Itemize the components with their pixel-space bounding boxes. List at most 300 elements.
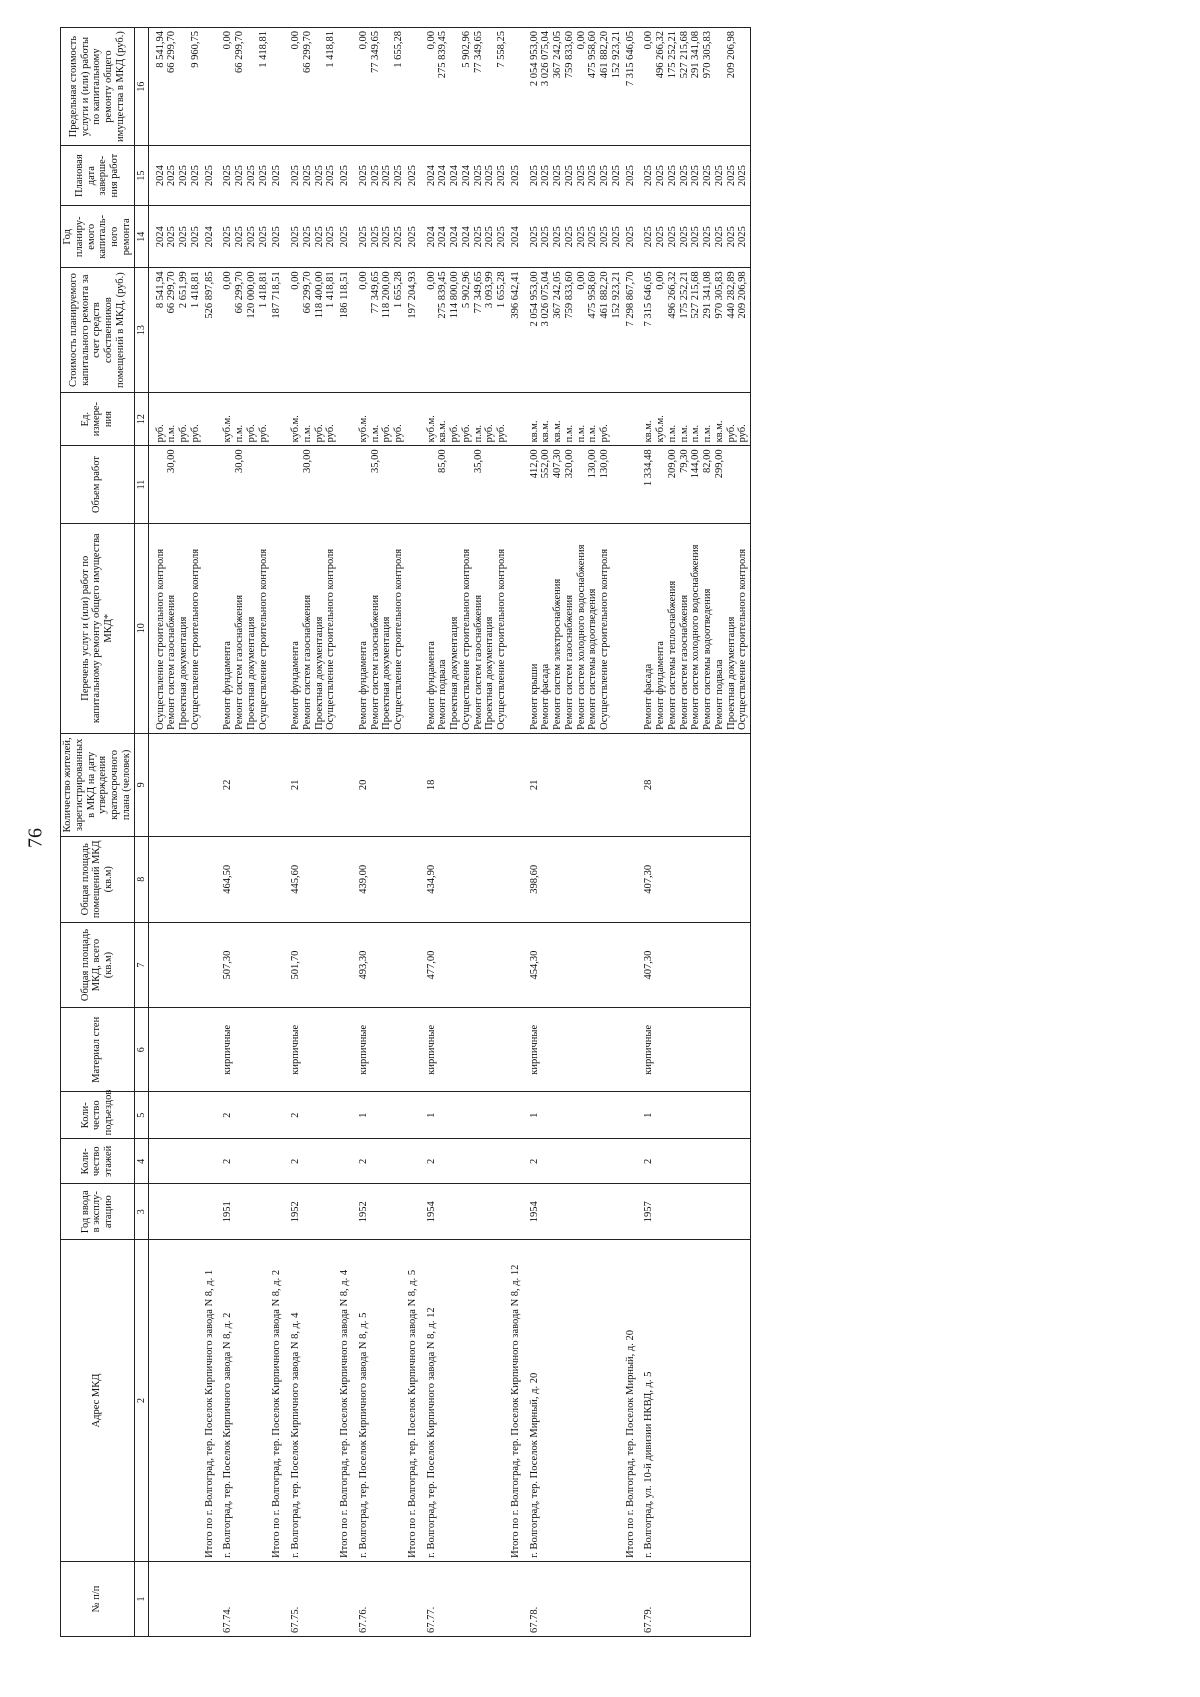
work-item-line: Осуществление строительного контроля (154, 548, 166, 730)
work-unit-line: руб. (154, 424, 166, 443)
work-end-year-line: 2025 (666, 165, 678, 187)
work-end-year (523, 146, 624, 206)
premises-area: 407,30 (637, 836, 750, 922)
work-volume-line: 85,00 (437, 449, 449, 474)
work-volume-line (576, 449, 588, 519)
work-plan-year-line: 2025 (587, 226, 599, 248)
work-cost-line: 1 655,28 (393, 271, 405, 309)
total-empty (203, 922, 217, 1008)
total-empty (624, 922, 638, 1008)
work-end-year-line: 2025 (393, 165, 405, 187)
total-row (203, 28, 217, 1637)
page-number: 76 (24, 828, 47, 848)
work-cost (284, 268, 338, 392)
work-plan-year-line: 2025 (496, 226, 508, 248)
work-volume-line: 130,00 (599, 449, 611, 479)
work-end-year-line: 2025 (599, 165, 611, 187)
total-empty (338, 733, 352, 836)
column-header-3: Год ввода в эксплу-атацию (61, 1184, 135, 1240)
commission-year: 1952 (352, 1184, 406, 1240)
table-body (148, 28, 751, 1637)
work-cost-line: 8 541,94 (154, 271, 166, 309)
work-limit-line: 759 833,60 (563, 31, 575, 79)
work-item-line: Проектная документация (484, 616, 496, 730)
work-plan-year-line: 2025 (678, 226, 690, 248)
work-item-line: Ремонт фундамента (290, 641, 302, 730)
entrances-count: 1 (523, 1092, 624, 1139)
work-unit-line: куб.м. (655, 415, 667, 443)
work-limit-line: 209 206,98 (725, 31, 737, 79)
work-volume-line: 320,00 (563, 449, 575, 479)
work-item-line: Проектная документация (725, 616, 737, 730)
column-number: 1 (134, 1561, 148, 1636)
work-end-year-line: 2025 (690, 165, 702, 187)
work-unit-line: руб. (189, 424, 201, 443)
total-empty (624, 1008, 638, 1092)
commission-year: 1951 (216, 1184, 270, 1240)
total-empty (270, 922, 284, 1008)
total-no (624, 1561, 638, 1636)
work-cost-line: 2 651,99 (178, 271, 190, 309)
work-unit (216, 392, 270, 446)
work-unit-line: куб.м. (222, 415, 234, 443)
work-volume-line: 299,00 (713, 449, 725, 479)
work-volume-line: 30,00 (301, 449, 313, 474)
work-limit-line: 152 923,21 (610, 31, 622, 79)
work-end-year (216, 146, 270, 206)
total-no (338, 1561, 352, 1636)
work-end-year-line: 2025 (313, 165, 325, 187)
column-header-15: Плановая дата заверше-ния работ (61, 146, 135, 206)
work-item-line: Ремонт системы водоотведения (702, 588, 714, 730)
total-cost: 7 298 867,70 (624, 268, 638, 392)
work-plan-year (420, 206, 509, 268)
work-limit-line: 1 655,28 (393, 31, 405, 68)
column-number: 12 (134, 392, 148, 446)
total-no (203, 1561, 217, 1636)
total-empty (270, 446, 284, 523)
total-plan-year: 2025 (270, 206, 284, 268)
total-label: Итого по г. Волгоград, тер. Поселок Кирпичного завода N 8, д. 5 (406, 1240, 420, 1562)
work-plan-year-line: 2025 (643, 226, 655, 248)
residents-count: 20 (352, 733, 406, 836)
total-empty (509, 1008, 523, 1092)
floors-count (148, 1139, 203, 1184)
work-item-line: Проектная документация (313, 616, 325, 730)
work-volume-line (461, 449, 473, 519)
work-unit-line: кв.м. (528, 420, 540, 443)
work-volume-line: 1 334,48 (643, 449, 655, 487)
work-limit-line: 496 266,32 (655, 31, 667, 79)
total-empty (406, 523, 420, 733)
total-empty (270, 1008, 284, 1092)
work-volume-line (258, 449, 270, 519)
total-no (270, 1561, 284, 1636)
entrances-count: 1 (420, 1092, 509, 1139)
work-limit (284, 28, 338, 146)
total-cost: 197 204,93 (406, 268, 420, 392)
work-item-line: Ремонт фасада (540, 663, 552, 730)
column-header-12: Ед. измере-ния (61, 392, 135, 446)
total-end-year: 2025 (338, 146, 352, 206)
total-limit: 7 315 646,05 (624, 28, 638, 146)
work-unit-line: п.м. (234, 424, 246, 443)
floors-count: 2 (352, 1139, 406, 1184)
work-end-year-line: 2025 (713, 165, 725, 187)
work-limit-line (714, 31, 726, 142)
work-volume-line (737, 449, 749, 519)
work-limit-line: 0,00 (425, 31, 437, 50)
work-cost-line: 1 418,81 (325, 271, 337, 309)
total-empty (509, 1092, 523, 1139)
work-plan-year-line: 2025 (575, 226, 587, 248)
floors-count: 2 (523, 1139, 624, 1184)
column-header-4: Коли-чество этажей (61, 1139, 135, 1184)
total-limit (338, 28, 352, 146)
work-plan-year-line: 2025 (713, 226, 725, 248)
work-cost (216, 268, 270, 392)
work-volume-line (484, 449, 496, 519)
work-cost-line: 5 902,96 (460, 271, 472, 309)
work-plan-year-line: 2025 (393, 226, 405, 248)
work-plan-year-line: 2025 (702, 226, 714, 248)
residents-count (148, 733, 203, 836)
work-end-year (637, 146, 750, 206)
wall-material: кирпичные (284, 1008, 338, 1092)
floors-count: 2 (637, 1139, 750, 1184)
work-volume-line (393, 449, 405, 519)
total-empty (338, 836, 352, 922)
work-cost-line: 496 266,32 (666, 271, 678, 319)
work-limit-line: 1 418,81 (325, 31, 337, 68)
wall-material: кирпичные (523, 1008, 624, 1092)
column-number: 4 (134, 1139, 148, 1184)
work-cost-line: 475 958,60 (587, 271, 599, 319)
work-item (637, 523, 750, 733)
work-unit-line: руб. (460, 424, 472, 443)
work-item (352, 523, 406, 733)
work-volume-line: 412,00 (528, 449, 540, 479)
work-item-line: Ремонт систем газоснабжения (678, 594, 690, 730)
work-limit-line: 7 558,25 (496, 31, 508, 68)
work-plan-year-line: 2025 (472, 226, 484, 248)
work-end-year-line: 2025 (234, 165, 246, 187)
work-item-line: Ремонт фасада (643, 663, 655, 730)
work-item-line: Проектная документация (381, 616, 393, 730)
work-plan-year-line: 2025 (257, 226, 269, 248)
work-item-line: Ремонт системы теплоснабжения (666, 580, 678, 730)
total-row (270, 28, 284, 1637)
commission-year: 1957 (637, 1184, 750, 1240)
work-item-line: Осуществление строительного контроля (257, 548, 269, 730)
work-unit-line: п.м. (369, 424, 381, 443)
landscape-sheet (60, 27, 1140, 1637)
work-plan-year-line: 2025 (690, 226, 702, 248)
total-end-year: 2025 (509, 146, 523, 206)
work-item-line: Осуществление строительного контроля (393, 548, 405, 730)
total-empty (338, 1184, 352, 1240)
work-end-year-line: 2025 (381, 165, 393, 187)
work-plan-year-line: 2025 (552, 226, 564, 248)
total-empty (624, 1184, 638, 1240)
total-empty (203, 1092, 217, 1139)
work-plan-year (637, 206, 750, 268)
building-row (284, 28, 338, 1637)
work-limit (148, 28, 203, 146)
building-row (420, 28, 509, 1637)
work-plan-year-line: 2025 (610, 226, 622, 248)
floors-count: 2 (216, 1139, 270, 1184)
building-address: г. Волгоград, тер. Поселок Кирпичного завода N 8, д. 2 (216, 1240, 270, 1562)
work-item-line: Ремонт фундамента (357, 641, 369, 730)
work-volume-line (246, 449, 258, 519)
total-limit (203, 28, 217, 146)
work-end-year-line: 2024 (425, 165, 437, 187)
row-number: 67.76. (352, 1561, 406, 1636)
entrances-count: 2 (284, 1092, 338, 1139)
work-end-year-line: 2024 (154, 165, 166, 187)
total-empty (509, 922, 523, 1008)
work-end-year-line: 2025 (552, 165, 564, 187)
column-header-16: Предельная стоимость услуги и (или) работы по капитальному ремонту общего имущества в МКД (руб.) (61, 28, 135, 146)
work-cost-line: 275 839,45 (437, 271, 449, 319)
row-number: 67.74. (216, 1561, 270, 1636)
work-end-year (352, 146, 406, 206)
total-end-year: 2025 (270, 146, 284, 206)
work-item-line: Ремонт систем газоснабжения (369, 594, 381, 730)
work-limit-line (484, 31, 496, 142)
work-cost-line: 0,00 (290, 271, 302, 290)
work-unit-line: руб. (484, 424, 496, 443)
total-row (624, 28, 638, 1637)
work-unit-line: руб. (496, 424, 508, 443)
total-empty (624, 1139, 638, 1184)
work-unit (148, 392, 203, 446)
work-cost-line: 0,00 (655, 271, 667, 290)
work-volume-line: 82,00 (702, 449, 714, 474)
work-end-year-line: 2025 (369, 165, 381, 187)
total-area (148, 922, 203, 1008)
work-plan-year-line: 2025 (666, 226, 678, 248)
work-plan-year-line: 2025 (563, 226, 575, 248)
column-number: 9 (134, 733, 148, 836)
work-volume-line: 407,30 (552, 449, 564, 479)
work-limit-line: 367 242,05 (552, 31, 564, 79)
work-plan-year-line: 2025 (325, 226, 337, 248)
work-unit-line: руб. (257, 424, 269, 443)
work-volume-line: 35,00 (472, 449, 484, 474)
total-area: 507,30 (216, 922, 270, 1008)
work-volume-line (426, 449, 438, 519)
residents-count: 22 (216, 733, 270, 836)
work-plan-year-line: 2024 (154, 226, 166, 248)
total-area: 477,00 (420, 922, 509, 1008)
work-end-year-line: 2025 (643, 165, 655, 187)
work-unit-line: руб. (599, 424, 611, 443)
entrances-count: 2 (216, 1092, 270, 1139)
work-item-line: Ремонт фундамента (655, 641, 667, 730)
work-end-year-line: 2025 (678, 165, 690, 187)
work-limit-line (737, 31, 749, 142)
work-cost-line: 120 000,00 (245, 271, 257, 319)
work-cost-line: 3 093,99 (484, 271, 496, 309)
work-limit-line: 275 839,45 (437, 31, 449, 79)
work-item-line: Ремонт систем электроснабжения (552, 578, 564, 730)
residents-count: 21 (523, 733, 624, 836)
work-end-year (148, 146, 203, 206)
total-area: 407,30 (637, 922, 750, 1008)
work-unit-line: п.м. (472, 424, 484, 443)
work-unit (523, 392, 624, 446)
work-plan-year-line: 2025 (369, 226, 381, 248)
work-limit-line: 527 215,68 (678, 31, 690, 79)
work-limit (523, 28, 624, 146)
work-cost-line: 77 349,65 (369, 271, 381, 314)
work-unit-line: руб. (449, 424, 461, 443)
work-limit-line: 0,00 (357, 31, 369, 50)
work-unit-line: п.м. (702, 424, 714, 443)
work-item-line: Осуществление строительного контроля (189, 548, 201, 730)
total-empty (624, 836, 638, 922)
total-empty (203, 446, 217, 523)
work-unit-line: п.м. (575, 424, 587, 443)
total-empty (624, 446, 638, 523)
work-limit (637, 28, 750, 146)
work-volume (216, 446, 270, 523)
work-unit (284, 392, 338, 446)
work-limit-line (178, 31, 190, 142)
column-header-14: Год планиру-емого капиталь-ного ремонта (61, 206, 135, 268)
work-end-year-line: 2025 (610, 165, 622, 187)
column-header-9: Количество жителей, зарегистрированных в МКД на дату утверждения краткосрочного плана (человек) (61, 733, 135, 836)
work-volume-line (325, 449, 337, 519)
work-cost-line: 175 252,21 (678, 271, 690, 319)
work-plan-year-line: 2025 (528, 226, 540, 248)
total-empty (406, 1008, 420, 1092)
work-item (284, 523, 338, 733)
total-label: Итого по г. Волгоград, тер. Поселок Кирпичного завода N 8, д. 4 (338, 1240, 352, 1562)
work-cost-line: 209 206,98 (737, 271, 749, 319)
premises-area: 398,60 (523, 836, 624, 922)
work-plan-year-line: 2025 (245, 226, 257, 248)
work-unit-line: п.м. (301, 424, 313, 443)
work-limit-line: 0,00 (643, 31, 655, 50)
work-plan-year-line: 2024 (460, 226, 472, 248)
work-item-line: Ремонт систем холодного водоснабжения (575, 544, 587, 730)
work-limit-line: 5 902,96 (460, 31, 472, 68)
total-empty (509, 733, 523, 836)
work-end-year (284, 146, 338, 206)
work-volume-line (381, 449, 393, 519)
work-limit-line (314, 31, 326, 142)
work-unit-line: п.м. (563, 424, 575, 443)
total-empty (203, 836, 217, 922)
work-limit-line: 1 418,81 (257, 31, 269, 68)
total-empty (406, 836, 420, 922)
column-number: 13 (134, 268, 148, 392)
total-empty (509, 392, 523, 446)
total-row (406, 28, 420, 1637)
column-number: 11 (134, 446, 148, 523)
work-cost-line: 0,00 (222, 271, 234, 290)
entrances-count: 1 (352, 1092, 406, 1139)
total-empty (406, 1184, 420, 1240)
wall-material (148, 1008, 203, 1092)
work-cost (420, 268, 509, 392)
work-limit-line: 0,00 (575, 31, 587, 50)
work-plan-year-line: 2025 (737, 226, 749, 248)
total-plan-year: 2024 (203, 206, 217, 268)
work-unit-line: п.м. (587, 424, 599, 443)
work-plan-year-line: 2025 (189, 226, 201, 248)
work-item-line: Ремонт системы водоотведения (587, 588, 599, 730)
work-item-line: Ремонт крыши (528, 663, 540, 730)
work-limit-line: 0,00 (290, 31, 302, 50)
work-limit-line: 77 349,65 (472, 31, 484, 73)
work-plan-year-line: 2025 (381, 226, 393, 248)
premises-area: 439,00 (352, 836, 406, 922)
total-label: Итого по г. Волгоград, тер. Поселок Кирпичного завода N 8, д. 2 (270, 1240, 284, 1562)
work-item-line: Проектная документация (245, 616, 257, 730)
building-address: г. Волгоград, тер. Поселок Кирпичного завода N 8, д. 12 (420, 1240, 509, 1562)
work-volume-line: 209,00 (666, 449, 678, 479)
column-header-6: Материал стен (61, 1008, 135, 1092)
work-item-line: Ремонт фундамента (222, 641, 234, 730)
row-number: 67.79. (637, 1561, 750, 1636)
column-number: 8 (134, 836, 148, 922)
total-empty (338, 922, 352, 1008)
residents-count: 28 (637, 733, 750, 836)
work-volume-line (358, 449, 370, 519)
wall-material: кирпичные (216, 1008, 270, 1092)
work-limit-line (449, 31, 461, 142)
work-cost-line: 3 026 075,04 (540, 271, 552, 327)
work-cost-line: 0,00 (575, 271, 587, 290)
total-plan-year: 2025 (338, 206, 352, 268)
work-end-year-line: 2025 (587, 165, 599, 187)
work-item-line: Осуществление строительного контроля (599, 548, 611, 730)
entrances-count: 1 (637, 1092, 750, 1139)
work-plan-year (284, 206, 338, 268)
work-item-line: Ремонт систем газоснабжения (563, 594, 575, 730)
work-volume-line: 30,00 (166, 449, 178, 474)
work-limit-line (381, 31, 393, 142)
total-empty (270, 392, 284, 446)
work-item-line: Осуществление строительного контроля (737, 548, 749, 730)
work-limit-line: 970 305,83 (702, 31, 714, 79)
work-cost-line: 367 242,05 (552, 271, 564, 319)
work-cost-line: 1 418,81 (189, 271, 201, 309)
work-volume-line (314, 449, 326, 519)
work-end-year-line: 2025 (496, 165, 508, 187)
total-row (338, 28, 352, 1637)
work-end-year (420, 146, 509, 206)
building-row (148, 28, 203, 1637)
work-item-line: Осуществление строительного контроля (460, 548, 472, 730)
total-end-year: 2025 (203, 146, 217, 206)
premises-area: 464,50 (216, 836, 270, 922)
work-limit-line: 9 960,75 (189, 31, 201, 68)
building-row (637, 28, 750, 1637)
column-number: 2 (134, 1240, 148, 1562)
work-unit (352, 392, 406, 446)
work-plan-year-line: 2025 (178, 226, 190, 248)
premises-area: 434,90 (420, 836, 509, 922)
work-plan-year (148, 206, 203, 268)
work-cost-line: 7 315 646,05 (643, 271, 655, 327)
total-empty (338, 1092, 352, 1139)
work-unit-line: п.м. (666, 424, 678, 443)
